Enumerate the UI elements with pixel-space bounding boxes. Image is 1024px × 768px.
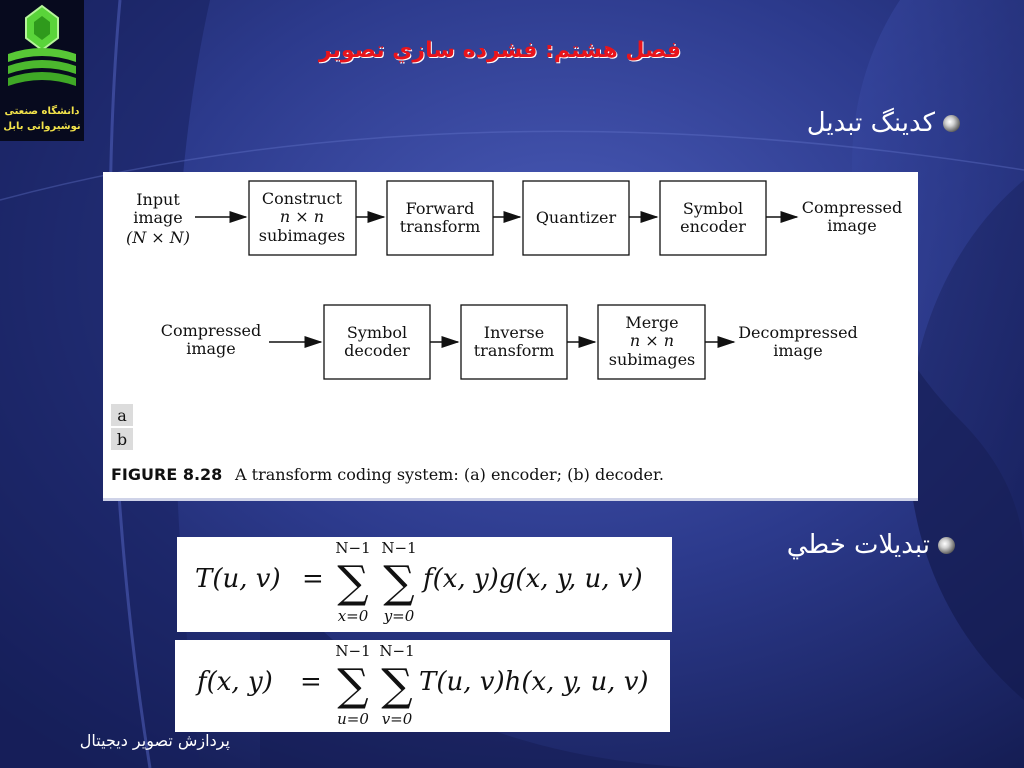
symbol-encoder-line1: Symbol — [682, 199, 744, 218]
decoder-input-line2: image — [186, 339, 236, 358]
slide-title: فصل هشتم: فشرده سازي تصوير — [318, 38, 682, 63]
formula2-sum1-sigma: ∑ — [337, 660, 369, 711]
bullet-item-linear-transforms — [735, 530, 955, 560]
formula2-rhs: T(u, v)h(x, y, u, v) — [419, 667, 649, 697]
bullet-label: تبديلات خطي — [786, 530, 930, 560]
forward-block-line1: Forward — [405, 199, 475, 218]
construct-block-line2: n × n — [279, 207, 325, 226]
university-name-line2: نوشیروانی بابل — [3, 121, 81, 132]
forward-block-line2: transform — [399, 217, 481, 236]
formula1-sum1-top: N−1 — [335, 539, 371, 557]
formula1-rhs: f(x, y)g(x, y, u, v) — [423, 564, 643, 594]
figure-caption: A transform coding system: (a) encoder; (b) decoder. — [235, 465, 664, 484]
slide-footer: پردازش تصوير ديجيتال — [79, 731, 230, 750]
quantizer-block-label: Quantizer — [535, 208, 617, 227]
encoder-output-line1: Compressed — [801, 198, 903, 217]
construct-block-line1: Construct — [261, 189, 343, 208]
block-diagram — [103, 172, 918, 498]
university-logo — [0, 0, 84, 141]
formula2-sum2-sigma: ∑ — [381, 660, 413, 711]
inverse-block-line1: Inverse — [483, 323, 545, 342]
formula2-sum2-bottom: v=0 — [381, 710, 413, 728]
formula2-lhs: f(x, y) — [197, 667, 273, 697]
formula1-lhs: T(u, v) — [195, 564, 281, 594]
formula2-equals: = — [300, 667, 322, 697]
panel-label-a: a — [117, 406, 127, 425]
encoder-input-line1: Input — [136, 190, 180, 209]
university-name — [0, 104, 84, 134]
symbol-encoder-line2: encoder — [680, 217, 746, 236]
bullet-icon — [943, 115, 960, 132]
formula1-sum1-bottom: x=0 — [337, 607, 369, 625]
figure-number: FIGURE 8.28 — [111, 465, 223, 484]
construct-block-line3: subimages — [258, 226, 346, 245]
inverse-block-line2: transform — [473, 341, 555, 360]
decoder-input-line1: Compressed — [160, 321, 262, 340]
formula2-sum2-top: N−1 — [379, 642, 415, 660]
formula1-sum2-top: N−1 — [381, 539, 417, 557]
merge-block-line2: n × n — [629, 331, 675, 350]
encoder-input-line3: (N × N) — [125, 228, 191, 247]
decoder-output-line2: image — [773, 341, 823, 360]
decoder-output-line1: Decompressed — [738, 323, 858, 342]
encoder-output-line2: image — [827, 216, 877, 235]
formula1-equals: = — [302, 564, 324, 594]
bullet-label: كدينگ تبديل — [806, 108, 935, 138]
formula1-sum2-bottom: y=0 — [383, 607, 415, 625]
formula-inverse-transform — [175, 640, 670, 732]
formula-forward-transform — [177, 537, 672, 632]
formula1-sum2-sigma: ∑ — [383, 557, 415, 608]
symbol-decoder-line1: Symbol — [346, 323, 408, 342]
merge-block-line1: Merge — [625, 313, 679, 332]
symbol-decoder-line2: decoder — [344, 341, 410, 360]
bullet-icon — [938, 537, 955, 554]
formula2-sum1-bottom: u=0 — [337, 710, 369, 728]
merge-block-line3: subimages — [608, 350, 696, 369]
panel-label-b: b — [116, 430, 128, 449]
formula2-sum1-top: N−1 — [335, 642, 371, 660]
transform-coding-figure — [103, 172, 918, 501]
encoder-input-line2: image — [133, 208, 183, 227]
university-name-line1: دانشگاه صنعتی — [4, 106, 80, 117]
formula1-sum1-sigma: ∑ — [337, 557, 369, 608]
logo-emblem-icon — [0, 0, 84, 104]
bullet-item-transform-coding — [740, 108, 960, 138]
